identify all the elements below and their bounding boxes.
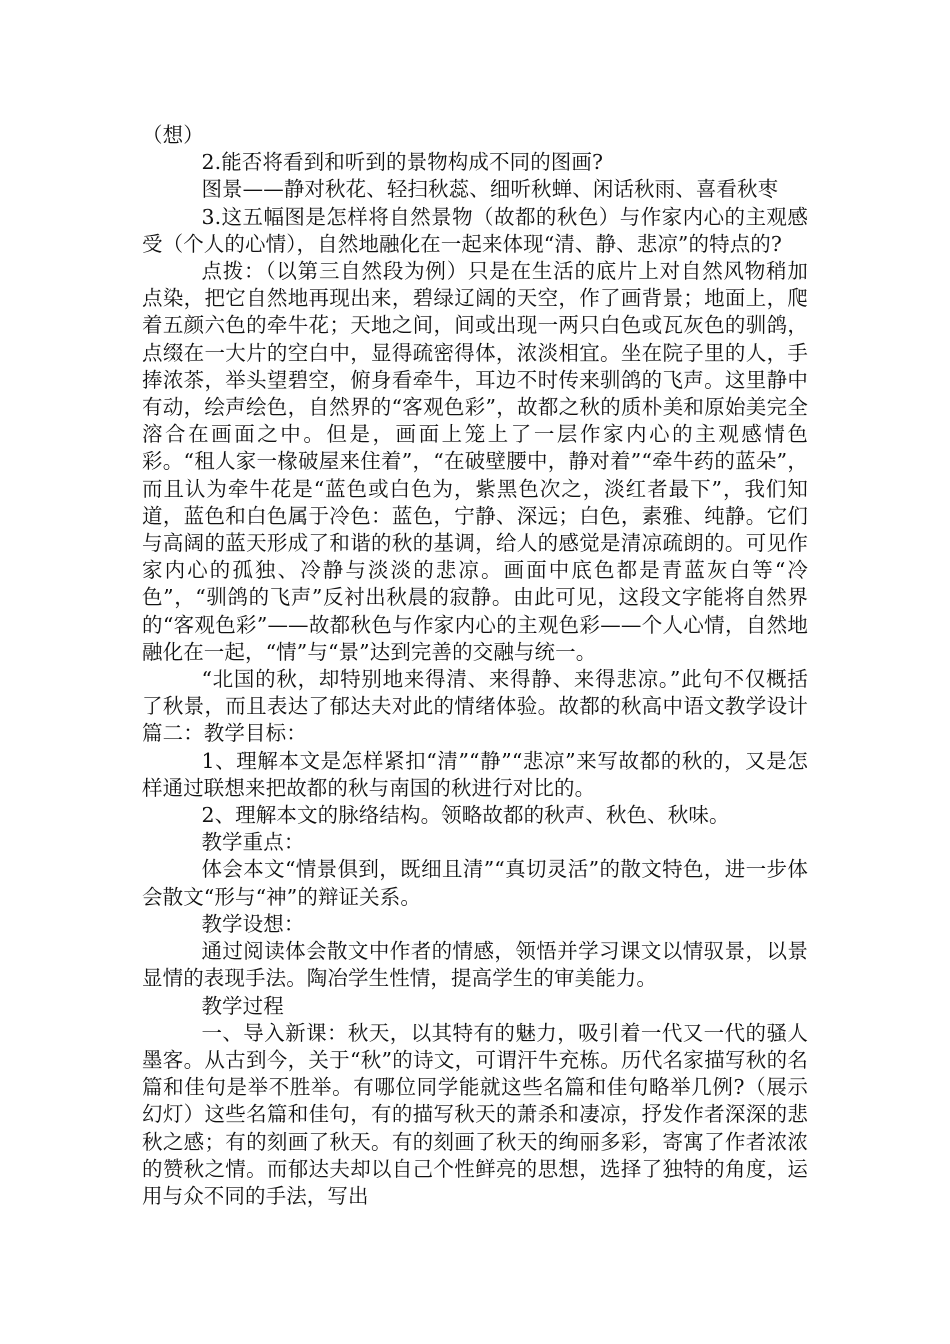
paragraph-6: “北国的秋，却特别地来得清、来得静、来得悲凉。”此句不仅概括了秋景，而且表达了郁达夫对此的情绪体验。故都的秋高中语文教学设计篇二：教学目标： <box>142 667 808 746</box>
paragraph-11: 教学设想： <box>201 911 305 936</box>
paragraph-4: 3.这五幅图是怎样将自然景物（故都的秋色）与作家内心的主观感受（个人的心情），自然地融化在一起来体现“清、静、悲凉”的特点的? <box>142 204 808 256</box>
paragraph-9: 教学重点： <box>201 830 305 855</box>
paragraph-3: 图景——静对秋花、轻扫秋蕊、细听秋蝉、闲话秋雨、喜看秋枣 <box>201 177 779 202</box>
paragraph-13: 教学过程 <box>201 993 284 1018</box>
paragraph-5: 点拨：（以第三自然段为例）只是在生活的底片上对自然风物稍加点染，把它自然地再现出来，碧绿辽阔的天空，作了画背景；地面上，爬着五颜六色的牵牛花；天地之间，间或出现一两只白色或瓦灰色的驯鸽，点缀在一大片的空白中，显得疏密得体，浓淡相宜。坐在院子里的人，手捧浓茶，举头望碧空，俯身看牵牛，耳边不时传来驯鸽的飞声。这里静中有动，绘声绘色，自然界的“客观色彩”，故都之秋的质朴美和原始美完全溶合在画面之中。但是，画面上笼上了一层作家内心的主观感情色彩。“租人家一椽破屋来住着”，“在破壁腰中，静对着”“牵牛药的蓝朵”，而且认为牵牛花是“蓝色或白色为，紫黑色次之，淡红者最下”，我们知道，蓝色和白色属于冷色：蓝色，宁静、深远；白色，素雅、纯静。它们与高阔的蓝天形成了和谐的秋的基调，给人的感觉是清凉疏朗的。可见作家内心的孤独、冷静与淡淡的悲凉。画面中底色都是青蓝灰白等“冷色”，“驯鸽的飞声”反衬出秋晨的寂静。由此可见，这段文字能将自然界的“客观色彩”——故都秋色与作家内心的主观色彩——个人心情，自然地融化在一起，“情”与“景”达到完善的交融与统一。 <box>142 259 808 664</box>
paragraph-12: 通过阅读体会散文中作者的情感，领悟并学习课文以情驭景，以景显情的表现手法。陶冶学生性情，提高学生的审美能力。 <box>142 939 808 991</box>
paragraph-10: 体会本文“情景俱到，既细且清”“真切灵活”的散文特色，进一步体会散文“形与“神”的辩证关系。 <box>142 857 808 909</box>
paragraph-7: 1、理解本文是怎样紧扣“清”“静”“悲凉”来写故都的秋的，又是怎样通过联想来把故都的秋与南国的秋进行对比的。 <box>142 748 808 800</box>
document-page <box>142 122 808 1210</box>
paragraph-8: 2、理解本文的脉络结构。领略故都的秋声、秋色、秋味。 <box>201 803 730 828</box>
paragraph-1: （想） <box>142 123 204 147</box>
paragraph-14: 一、导入新课：秋天，以其特有的魅力，吸引着一代又一代的骚人墨客。从古到今，关于“秋”的诗文，可谓汗牛充栋。历代名家描写秋的名篇和佳句是举不胜举。有哪位同学能就这些名篇和佳句略举几例?（展示幻灯）这些名篇和佳句，有的描写秋天的萧杀和凄凉，抒发作者深深的悲秋之感；有的刻画了秋天。有的刻画了秋天的绚丽多彩，寄寓了作者浓浓的赞秋之情。而郁达夫却以自己个性鲜亮的思想，选择了独特的角度，运用与众不同的手法，写出 <box>142 1020 808 1208</box>
paragraph-2: 2.能否将看到和听到的景物构成不同的图画? <box>201 150 604 175</box>
